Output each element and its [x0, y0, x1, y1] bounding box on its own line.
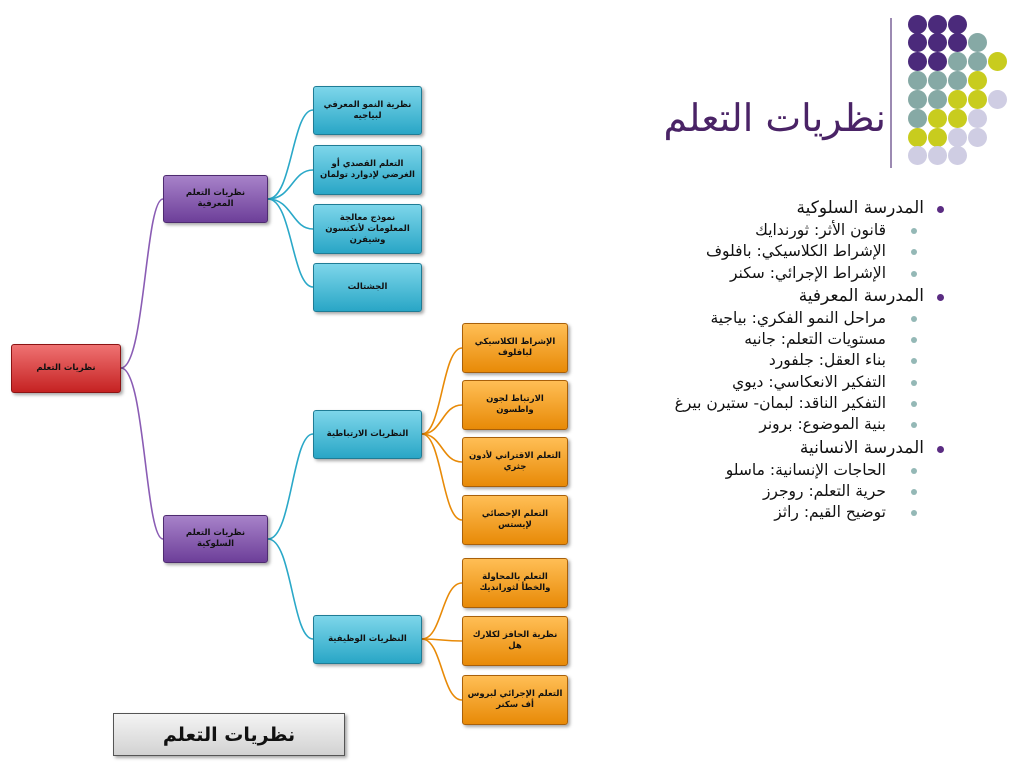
decor-dot — [948, 33, 967, 52]
title-area — [596, 88, 886, 148]
decor-dot — [948, 109, 967, 128]
decor-dot — [908, 52, 927, 71]
associative-theories-node: النظريات الارتباطية — [313, 410, 422, 459]
decor-dot — [968, 33, 987, 52]
decor-dot — [908, 15, 927, 34]
decor-dot — [988, 90, 1007, 109]
outline-item: مستويات التعلم: جانيه — [560, 329, 930, 350]
slide-title: نظريات التعلم — [663, 96, 886, 140]
outline-item: توضيح القيم: راثز — [560, 502, 930, 523]
decor-dot — [968, 128, 987, 147]
edge-behavioral-associative — [268, 434, 313, 539]
outline-item: الإشراط الإجرائي: سكنر — [560, 263, 930, 284]
title-divider-line — [890, 18, 892, 168]
decor-dot — [968, 52, 987, 71]
decor-dot — [968, 90, 987, 109]
decor-dot — [948, 90, 967, 109]
decor-dot — [968, 109, 987, 128]
watson-node: الارتباط لجون واطسون — [462, 380, 568, 430]
decor-dot — [908, 146, 927, 165]
decor-dot — [928, 15, 947, 34]
decor-dot — [928, 90, 947, 109]
tolman-node: التعلم القصدي أو الغرضي لإدوارد تولمان — [313, 145, 422, 195]
outline-heading-humanistic: المدرسة الانسانية — [560, 436, 930, 460]
edge-cognitive-tolman — [268, 170, 313, 199]
hull-node: نظرية الحافز لكلارك هل — [462, 616, 568, 666]
behavioral-theories-node: نظريات التعلم السلوكية — [163, 515, 268, 563]
decor-dot — [908, 128, 927, 147]
outline-item: حرية التعلم: روجرز — [560, 481, 930, 502]
decor-dot — [948, 52, 967, 71]
skinner-node: التعلم الإجرائي لبروس أف سكنر — [462, 675, 568, 725]
decor-dot — [928, 128, 947, 147]
outline-heading-cognitive: المدرسة المعرفية — [560, 284, 930, 308]
outline-item: مراحل النمو الفكري: بياجية — [560, 308, 930, 329]
decor-dot — [948, 146, 967, 165]
gestalt-node: الجشتالت — [313, 263, 422, 312]
decor-dot — [908, 33, 927, 52]
decor-dot — [928, 52, 947, 71]
edge-functional-skinner — [422, 639, 462, 700]
edge-root-cognitive — [121, 199, 163, 368]
outline-item: قانون الأثر: ثورندايك — [560, 220, 930, 241]
root-node: نظريات التعلم — [11, 344, 121, 393]
decor-dot — [928, 146, 947, 165]
outline-item: التفكير الانعكاسي: ديوي — [560, 372, 930, 393]
edge-behavioral-functional — [268, 539, 313, 639]
edge-associative-pavlov — [422, 348, 462, 434]
outline-heading-behavioral: المدرسة السلوكية — [560, 196, 930, 220]
decor-dot — [908, 90, 927, 109]
decor-dot — [988, 52, 1007, 71]
estes-node: التعلم الإحصائي لإيستس — [462, 495, 568, 545]
outline-item: الحاجات الإنسانية: ماسلو — [560, 460, 930, 481]
outline-item: بنية الموضوع: برونر — [560, 414, 930, 435]
guthrie-node: التعلم الاقتراني لأدون جثري — [462, 437, 568, 487]
cognitive-theories-node: نظريات التعلم المعرفية — [163, 175, 268, 223]
thorndike-node: التعلم بالمحاولة والخطأ لثورانديك — [462, 558, 568, 608]
caption-box: نظريات التعلم — [113, 713, 345, 756]
decor-dot — [948, 71, 967, 90]
decor-dot — [928, 71, 947, 90]
outline-item: بناء العقل: جلفورد — [560, 350, 930, 371]
edge-cognitive-info — [268, 199, 313, 229]
decor-dot — [948, 15, 967, 34]
info-processing-node: نموذج معالجة المعلومات لأتكنسون وشيفرن — [313, 204, 422, 254]
functional-theories-node: النظريات الوظيفية — [313, 615, 422, 664]
outline-item: التفكير الناقد: لبمان- ستيرن بيرغ — [560, 393, 930, 414]
edge-root-behavioral — [121, 368, 163, 539]
decor-dot — [928, 109, 947, 128]
decor-dot — [968, 71, 987, 90]
decor-dot — [908, 109, 927, 128]
piaget-node: نظرية النمو المعرفي لبياجيه — [313, 86, 422, 135]
bullet-outline — [560, 196, 930, 524]
edge-associative-watson — [422, 405, 462, 434]
edge-functional-thorndike — [422, 583, 462, 639]
decor-dot — [928, 33, 947, 52]
outline-item: الإشراط الكلاسيكي: بافلوف — [560, 241, 930, 262]
pavlov-node: الإشراط الكلاسيكي لبافلوف — [462, 323, 568, 373]
decor-dot — [948, 128, 967, 147]
decor-dot — [908, 71, 927, 90]
